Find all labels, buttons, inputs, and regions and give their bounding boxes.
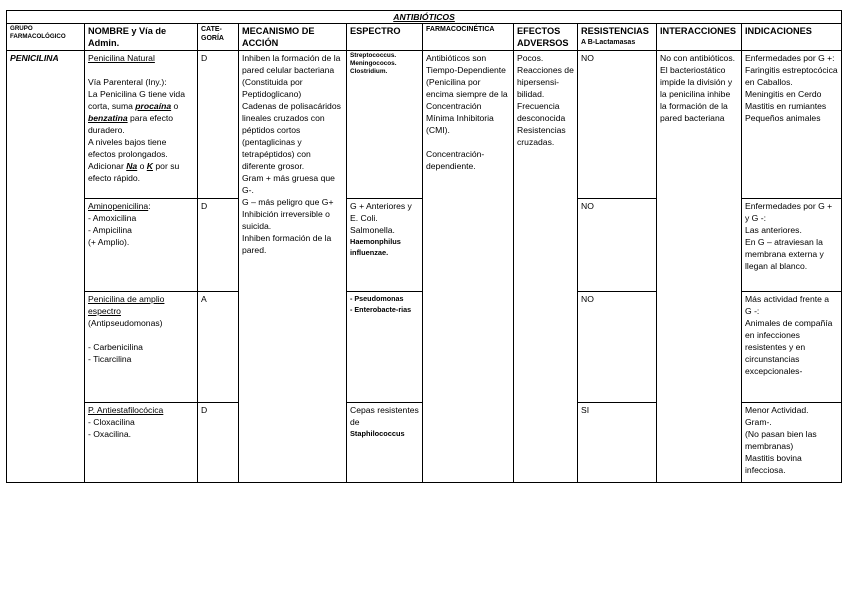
drug-subtitle: (Antipseudomonas) [88, 318, 163, 328]
espectro-cell [347, 292, 423, 403]
via-text: Adicionar [88, 161, 124, 171]
espectro-item: Haemonphilus influenzae. [350, 237, 401, 257]
header-resistencias-label: RESISTENCIAS [581, 26, 649, 36]
interacciones-cell: No con antibióticos. El bacteriostático impide la división y la penicilina inhibe la formación de la pared bacteriana [657, 51, 742, 483]
categoria-cell: A [198, 292, 239, 403]
resistencia-cell: NO [578, 199, 657, 292]
via-text: para efecto duradero. [88, 113, 174, 135]
espectro-item: Streptococcus. [350, 52, 397, 59]
header-categoria: CATE- GORÍA [198, 24, 239, 51]
header-nombre: NOMBRE y Vía de Admin. [85, 24, 198, 51]
drug-title: Aminopenicilina [88, 201, 149, 211]
efectos-line: Pocos. [517, 53, 544, 63]
mecanismo-line: Inhibición irreversible o suicida. [242, 209, 330, 231]
via-text: La Penicilina G tiene vida corta, suma [88, 89, 185, 111]
categoria-cell: D [198, 199, 239, 292]
resistencia-cell: SI [578, 403, 657, 483]
header-farmacocinetica: FARMACOCINÉTICA [423, 24, 514, 51]
indicacion-line: Pequeños animales [745, 113, 821, 123]
efectos-cell [514, 51, 578, 483]
via-text: A niveles bajos tiene efectos prolongados. [88, 137, 168, 159]
na-term: Na [126, 161, 138, 171]
nombre-cell [85, 292, 198, 403]
k-term: K [146, 161, 153, 171]
header-resistencias-sub: A B-Lactamasas [581, 39, 636, 46]
espectro-item: Cepas resistentes de [350, 405, 419, 427]
nombre-cell [85, 51, 198, 199]
espectro-cell [347, 51, 423, 199]
antibioticos-table [6, 10, 842, 483]
indicacion-line: Las anteriores. [745, 225, 802, 235]
indicacion-line: En G – atraviesan la membrana externa y llegan al blanco. [745, 237, 824, 271]
mecanismo-line: Inhiben formación de la pared. [242, 233, 332, 255]
espectro-cell [347, 199, 423, 292]
espectro-item: Salmonella. [350, 225, 395, 235]
via-intro: Vía Parenteral (Iny.): [88, 77, 167, 87]
indicacion-line: Enfermedades por G + y G -: [745, 201, 833, 223]
espectro-item: - Pseudomonas [350, 294, 404, 303]
nombre-cell [85, 403, 198, 483]
indicacion-line: (No pasan bien las membranas) [745, 429, 817, 451]
indicacion-line: Enfermedades por G +: [745, 53, 835, 63]
nombre-cell [85, 199, 198, 292]
header-grupo: GRUPO FARMACOLÓGICO [7, 24, 85, 51]
indicacion-line: Menor Actividad. [745, 405, 809, 415]
group-cell: PENICILINA [7, 51, 85, 483]
resistencia-cell: NO [578, 292, 657, 403]
spacer [426, 136, 510, 148]
table-row [7, 51, 842, 199]
drug-item: - Oxacilina. [88, 429, 131, 439]
indicacion-line: Meningitis en Cerdo [745, 89, 822, 99]
drug-title: Penicilina Natural [88, 53, 155, 63]
indicacion-line: Animales de compañía en infecciones resistentes y en circunstancias excepcionales- [745, 318, 833, 376]
procaina-term: procaína [135, 101, 172, 111]
header-interacciones: INTERACCIONES [657, 24, 742, 51]
drug-item: - Cloxacilina [88, 417, 135, 427]
indicacion-line: Mastitis bovina infecciosa. [745, 453, 802, 475]
espectro-item: Staphilococcus [350, 429, 405, 438]
mecanismo-line: Cadenas de polisacáridos lineales cruzados con péptidos cortos (pentaglicinas y tetrapéptidos) con diferente grosor. [242, 101, 341, 171]
indicacion-line: Gram-. [745, 417, 772, 427]
header-efectos: EFECTOS ADVERSOS [514, 24, 578, 51]
drug-item: - Ampicilina [88, 225, 132, 235]
mecanismo-line: Inhiben la formación de la pared celular bacteriana [242, 53, 341, 75]
espectro-item: G + Anteriores y [350, 201, 412, 211]
drug-item: (+ Amplio). [88, 237, 130, 247]
colon: : [148, 201, 151, 211]
drug-title: P. Antiestafilocócica [88, 405, 164, 415]
header-resistencias [578, 24, 657, 51]
indicaciones-cell [742, 199, 842, 292]
drug-item: - Ticarcilina [88, 354, 132, 364]
mecanismo-line: (Constituida por Peptidoglicano) [242, 77, 303, 99]
indicacion-line: Faringitis estreptocócica en Caballos. [745, 65, 838, 87]
espectro-item: Clostridium. [350, 68, 388, 75]
farmaco-text: Antibióticos son Tiempo-Dependiente (Penicilina por encima siempre de la Concentración Mínima Inhibitoria (CMI). [426, 53, 508, 135]
header-espectro: ESPECTRO [347, 24, 423, 51]
drug-title: Penicilina de amplio espectro [88, 294, 165, 316]
benzatina-term: benzatina [88, 113, 128, 123]
header-mecanismo: MECANISMO DE ACCIÓN [239, 24, 347, 51]
resistencia-cell: NO [578, 51, 657, 199]
indicaciones-cell [742, 403, 842, 483]
efectos-line: Reacciones de hipersensi-bilidad. [517, 65, 574, 99]
efectos-line: Resistencias cruzadas. [517, 125, 566, 147]
table-title: ANTIBIÓTICOS [7, 11, 842, 24]
indicacion-line: Mastitis en rumiantes [745, 101, 827, 111]
indicacion-line: Más actividad frente a G -: [745, 294, 830, 316]
mecanismo-cell [239, 51, 347, 483]
categoria-cell: D [198, 51, 239, 199]
categoria-cell: D [198, 403, 239, 483]
indicaciones-cell [742, 292, 842, 403]
indicaciones-cell [742, 51, 842, 199]
efectos-line: Frecuencia desconocida [517, 101, 566, 123]
conjunction: o [139, 161, 145, 171]
mecanismo-line: Gram + más gruesa que G-. [242, 173, 335, 195]
spacer [88, 64, 194, 76]
farmacocinetica-cell [423, 51, 514, 483]
farmaco-text: Concentración-dependiente. [426, 149, 485, 171]
mecanismo-line: G – más peligro que G+ [242, 197, 334, 207]
espectro-item: Meningococos. [350, 60, 397, 67]
header-indicaciones: INDICACIONES [742, 24, 842, 51]
drug-item: - Carbenicilina [88, 342, 143, 352]
drug-item: - Amoxicilina [88, 213, 137, 223]
via-text: por su efecto rápido. [88, 161, 180, 183]
espectro-cell [347, 403, 423, 483]
conjunction: o [173, 101, 179, 111]
spacer [88, 329, 194, 341]
espectro-item: E. Coli. [350, 213, 378, 223]
espectro-item: - Enterobacte-rias [350, 305, 412, 314]
